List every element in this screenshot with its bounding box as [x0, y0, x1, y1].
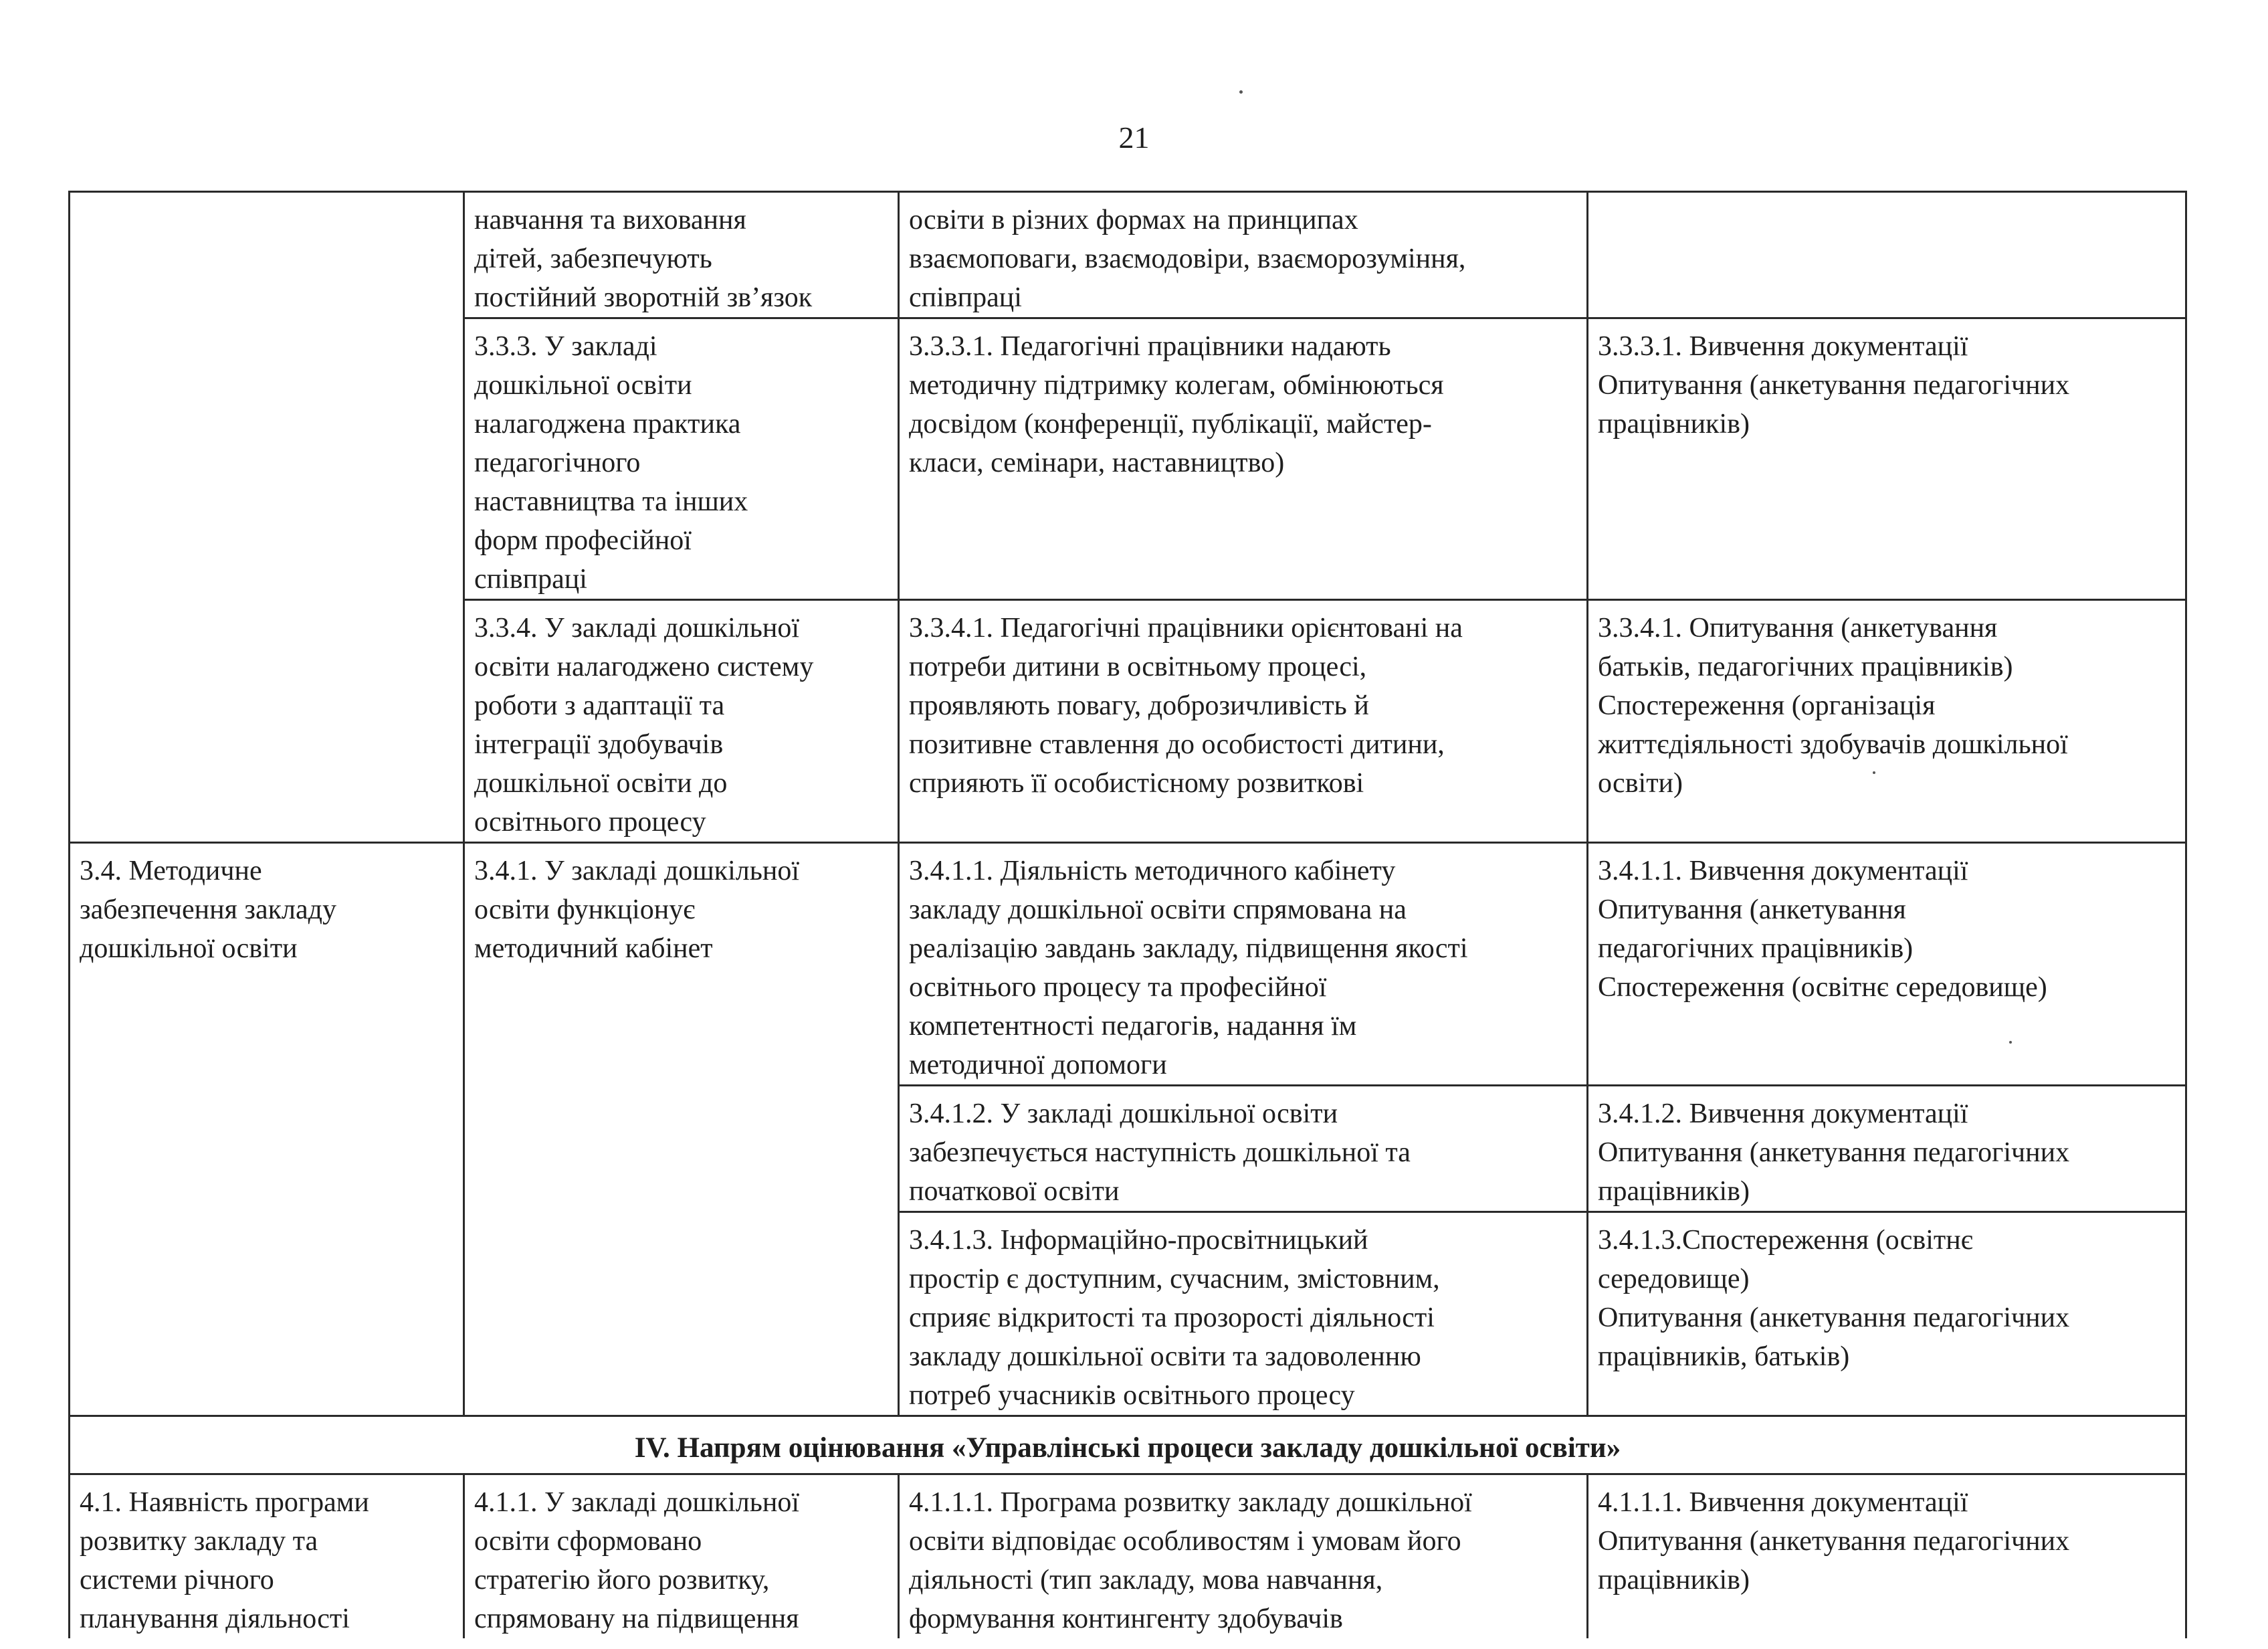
cell-text-line: 3.3.3.1. Вивчення документації: [1598, 331, 1968, 362]
table-row: [70, 1474, 2186, 1639]
cell-text-line: 3.3.4. У закладі дошкільної: [474, 613, 800, 644]
cell-text-line: постійний зворотній зв’язок: [474, 282, 813, 313]
cell-text-line: 4.1. Наявність програми: [80, 1487, 369, 1518]
cell-text-line: освітнього процесу та професійної: [909, 972, 1327, 1003]
method-cell: [1588, 192, 2186, 318]
cell-text-line: простір є доступним, сучасним, змістовним,: [909, 1264, 1440, 1294]
cell-text-line: проявляють повагу, доброзичливість й: [909, 690, 1369, 721]
cell-text-line: освіти сформовано: [474, 1526, 702, 1557]
method-cell: [1588, 1212, 2186, 1416]
method-cell: [1588, 843, 2186, 1086]
cell-text-line: 3.4.1.3.Спостереження (освітнє: [1598, 1225, 1973, 1256]
cell-text-line: освіти в різних формах на принципах: [909, 205, 1358, 235]
requirement-cell: [464, 600, 899, 843]
cell-text-line: Спостереження (освітнє середовище): [1598, 972, 2047, 1003]
criterion-cell: [70, 1474, 464, 1639]
cell-text-line: працівників, батьків): [1598, 1341, 1850, 1372]
cell-text-line: Опитування (анкетування педагогічних: [1598, 1302, 2070, 1333]
cell-text-line: співпраці: [909, 282, 1022, 313]
cell-text-line: освіти налагоджено систему: [474, 652, 814, 682]
cell-text-line: спрямовану на підвищення: [474, 1604, 799, 1634]
cell-text-line: потреб учасників освітнього процесу: [909, 1380, 1355, 1411]
cell-text-line: закладу дошкільної освіти спрямована на: [909, 894, 1407, 925]
cell-text-line: компетентності педагогів, надання їм: [909, 1011, 1357, 1042]
table-row: [70, 843, 2186, 1086]
method-cell: [1588, 318, 2186, 600]
cell-text-line: сприяють її особистісному розвиткові: [909, 768, 1364, 799]
cell-text-line: 3.4.1.2. Вивчення документації: [1598, 1098, 1968, 1129]
cell-text-line: 3.4. Методичне: [80, 856, 262, 886]
indicator-cell: [899, 1474, 1588, 1639]
cell-text-line: працівників): [1598, 409, 1750, 440]
cell-text-line: педагогічних працівників): [1598, 933, 1914, 964]
cell-text-line: системи річного: [80, 1565, 274, 1595]
cell-text-line: батьків, педагогічних працівників): [1598, 652, 2013, 682]
cell-text-line: дітей, забезпечують: [474, 244, 712, 274]
cell-text-line: методичну підтримку колегам, обмінюються: [909, 370, 1444, 401]
cell-text-line: працівників): [1598, 1176, 1750, 1207]
cell-text-line: 3.4.1. У закладі дошкільної: [474, 856, 800, 886]
cell-text-line: Спостереження (організація: [1598, 690, 1936, 721]
cell-text-line: стратегію його розвитку,: [474, 1565, 770, 1595]
cell-text-line: 3.4.1.3. Інформаційно-просвітницький: [909, 1225, 1368, 1256]
cell-text-line: розвитку закладу та: [80, 1526, 318, 1557]
cell-text-line: потреби дитини в освітньому процесі,: [909, 652, 1367, 682]
cell-text-line: реалізацію завдань закладу, підвищення якості: [909, 933, 1468, 964]
method-cell: [1588, 1086, 2186, 1212]
cell-text-line: працівників): [1598, 1565, 1750, 1595]
cell-text-line: інтеграції здобувачів: [474, 729, 724, 760]
indicator-cell: [899, 600, 1588, 843]
cell-text-line: забезпечується наступність дошкільної та: [909, 1137, 1411, 1168]
cell-text-line: методичної допомоги: [909, 1050, 1167, 1080]
cell-text-line: сприяє відкритості та прозорості діяльності: [909, 1302, 1435, 1333]
cell-text-line: навчання та виховання: [474, 205, 746, 235]
cell-text-line: закладу дошкільної освіти та задоволенню: [909, 1341, 1421, 1372]
cell-text-line: формування контингенту здобувачів: [909, 1604, 1343, 1634]
requirement-cell: [464, 1474, 899, 1639]
indicator-cell: [899, 843, 1588, 1086]
cell-text-line: класи, семінари, наставництво): [909, 448, 1285, 478]
section-heading: IV. Напрям оцінювання «Управлінські процеси закладу дошкільної освіти»: [70, 1416, 2186, 1474]
cell-text-line: наставництва та інших: [474, 486, 748, 517]
criterion-cell: [70, 843, 464, 1416]
cell-text-line: освітнього процесу: [474, 807, 706, 838]
cell-text-line: 4.1.1. У закладі дошкільної: [474, 1487, 800, 1518]
cell-text-line: дошкільної освіти: [474, 370, 692, 401]
cell-text-line: дошкільної освіти до: [474, 768, 728, 799]
cell-text-line: забезпечення закладу: [80, 894, 337, 925]
cell-text-line: 4.1.1.1. Вивчення документації: [1598, 1487, 1968, 1518]
cell-text-line: методичний кабінет: [474, 933, 713, 964]
cell-text-line: роботи з адаптації та: [474, 690, 725, 721]
cell-text-line: освіти): [1598, 768, 1683, 799]
cell-text-line: Опитування (анкетування педагогічних: [1598, 1526, 2070, 1557]
cell-text-line: 3.4.1.1. Вивчення документації: [1598, 856, 1968, 886]
cell-text-line: дошкільної освіти: [80, 933, 298, 964]
cell-text-line: позитивне ставлення до особистості дитини,: [909, 729, 1445, 760]
cell-text-line: форм професійної: [474, 525, 692, 556]
indicator-cell: [899, 192, 1588, 318]
criteria-table: [68, 191, 2187, 1638]
scan-speck: [1239, 90, 1243, 94]
cell-text-line: взаємоповаги, взаємодовіри, взаєморозуміння,: [909, 244, 1466, 274]
indicator-cell: [899, 318, 1588, 600]
cell-text-line: 3.3.4.1. Опитування (анкетування: [1598, 613, 1998, 644]
cell-text-line: 3.4.1.2. У закладі дошкільної освіти: [909, 1098, 1338, 1129]
cell-text-line: Опитування (анкетування педагогічних: [1598, 370, 2070, 401]
cell-text-line: Опитування (анкетування педагогічних: [1598, 1137, 2070, 1168]
cell-text-line: Опитування (анкетування: [1598, 894, 1906, 925]
cell-text-line: життєдіяльності здобувачів дошкільної: [1598, 729, 2068, 760]
cell-text-line: педагогічного: [474, 448, 641, 478]
cell-text-line: 3.3.3.1. Педагогічні працівники надають: [909, 331, 1391, 362]
method-cell: [1588, 1474, 2186, 1639]
cell-text-line: освіти функціонує: [474, 894, 696, 925]
cell-text-line: середовище): [1598, 1264, 1750, 1294]
method-cell: [1588, 600, 2186, 843]
table-row: [70, 1416, 2186, 1474]
cell-text-line: налагоджена практика: [474, 409, 741, 440]
cell-text-line: співпраці: [474, 564, 587, 595]
indicator-cell: [899, 1086, 1588, 1212]
requirement-cell: [464, 843, 899, 1416]
requirement-cell: [464, 318, 899, 600]
criterion-cell: [70, 192, 464, 843]
cell-text-line: початкової освіти: [909, 1176, 1120, 1207]
cell-text-line: планування діяльності: [80, 1604, 350, 1634]
page-number: 21: [1118, 120, 1150, 155]
cell-text-line: досвідом (конференції, публікації, майстер-: [909, 409, 1432, 440]
cell-text-line: діяльності (тип закладу, мова навчання,: [909, 1565, 1383, 1595]
cell-text-line: 3.3.3. У закладі: [474, 331, 657, 362]
table-row: [70, 192, 2186, 318]
cell-text-line: освіти відповідає особливостям і умовам його: [909, 1526, 1461, 1557]
requirement-cell: [464, 192, 899, 318]
cell-text-line: 4.1.1.1. Програма розвитку закладу дошкільної: [909, 1487, 1472, 1518]
indicator-cell: [899, 1212, 1588, 1416]
cell-text-line: 3.4.1.1. Діяльність методичного кабінету: [909, 856, 1396, 886]
cell-text-line: 3.3.4.1. Педагогічні працівники орієнтовані на: [909, 613, 1463, 644]
